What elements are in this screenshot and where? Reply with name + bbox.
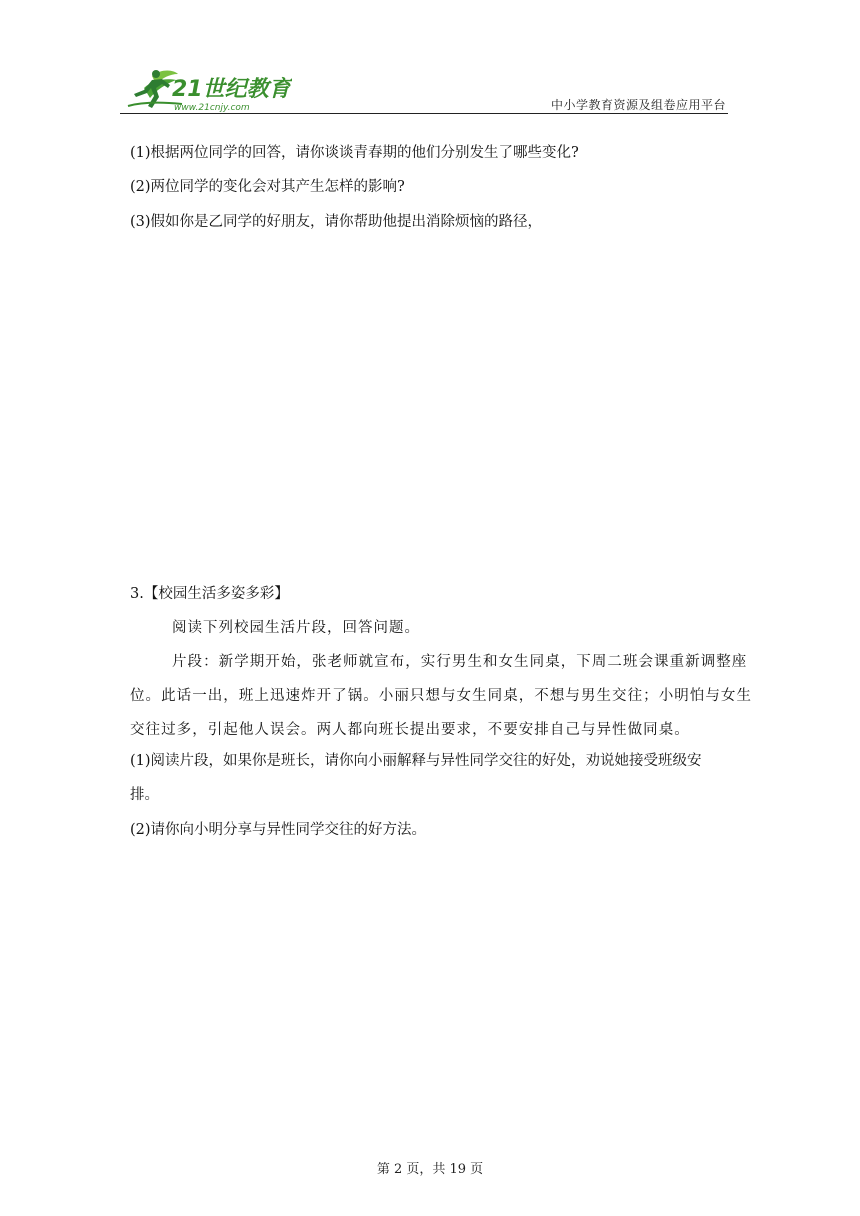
fragment-line-3: 交往过多，引起他人误会。两人都向班长提出要求，不要安排自己与异性做同桌。 <box>130 722 690 738</box>
question-3-sub1-line-1: (1)阅读片段，如果你是班长，请你向小丽解释与异性同学交往的好处，劝说她接受班级安 <box>130 753 702 769</box>
platform-name: 中小学教育资源及组卷应用平台 <box>550 98 726 112</box>
question-3-title: 3.【校园生活多姿多彩】 <box>130 586 289 602</box>
question-3-intro: 阅读下列校园生活片段，回答问题。 <box>172 620 420 636</box>
question-2-sub2: (2)两位同学的变化会对其产生怎样的影响? <box>130 179 405 195</box>
question-2-sub1: (1)根据两位同学的回答，请你谈谈青春期的他们分别发生了哪些变化? <box>130 145 579 161</box>
header-divider <box>120 113 728 114</box>
question-2-sub3: (3)假如你是乙同学的好朋友，请你帮助他提出消除烦恼的路径， <box>130 214 543 230</box>
svg-text:21世纪教育: 21世纪教育 <box>172 77 291 102</box>
page-number: 第 2 页，共 19 页 <box>376 1162 484 1177</box>
fragment-line-1: 片段：新学期开始，张老师就宣布，实行男生和女生同桌，下周二班会课重新调整座 <box>172 654 748 670</box>
page-header <box>122 66 728 116</box>
question-3-sub1-line-2: 排。 <box>130 787 159 803</box>
question-3-sub2: (2)请你向小明分享与异性同学交往的好方法。 <box>130 822 427 838</box>
site-logo <box>122 66 292 116</box>
fragment-line-2: 位。此话一出，班上迅速炸开了锅。小丽只想与女生同桌，不想与男生交往；小明怕与女生 <box>130 688 752 704</box>
svg-text:www.21cnjy.com: www.21cnjy.com <box>174 103 250 113</box>
runner-logo-icon <box>122 66 292 116</box>
